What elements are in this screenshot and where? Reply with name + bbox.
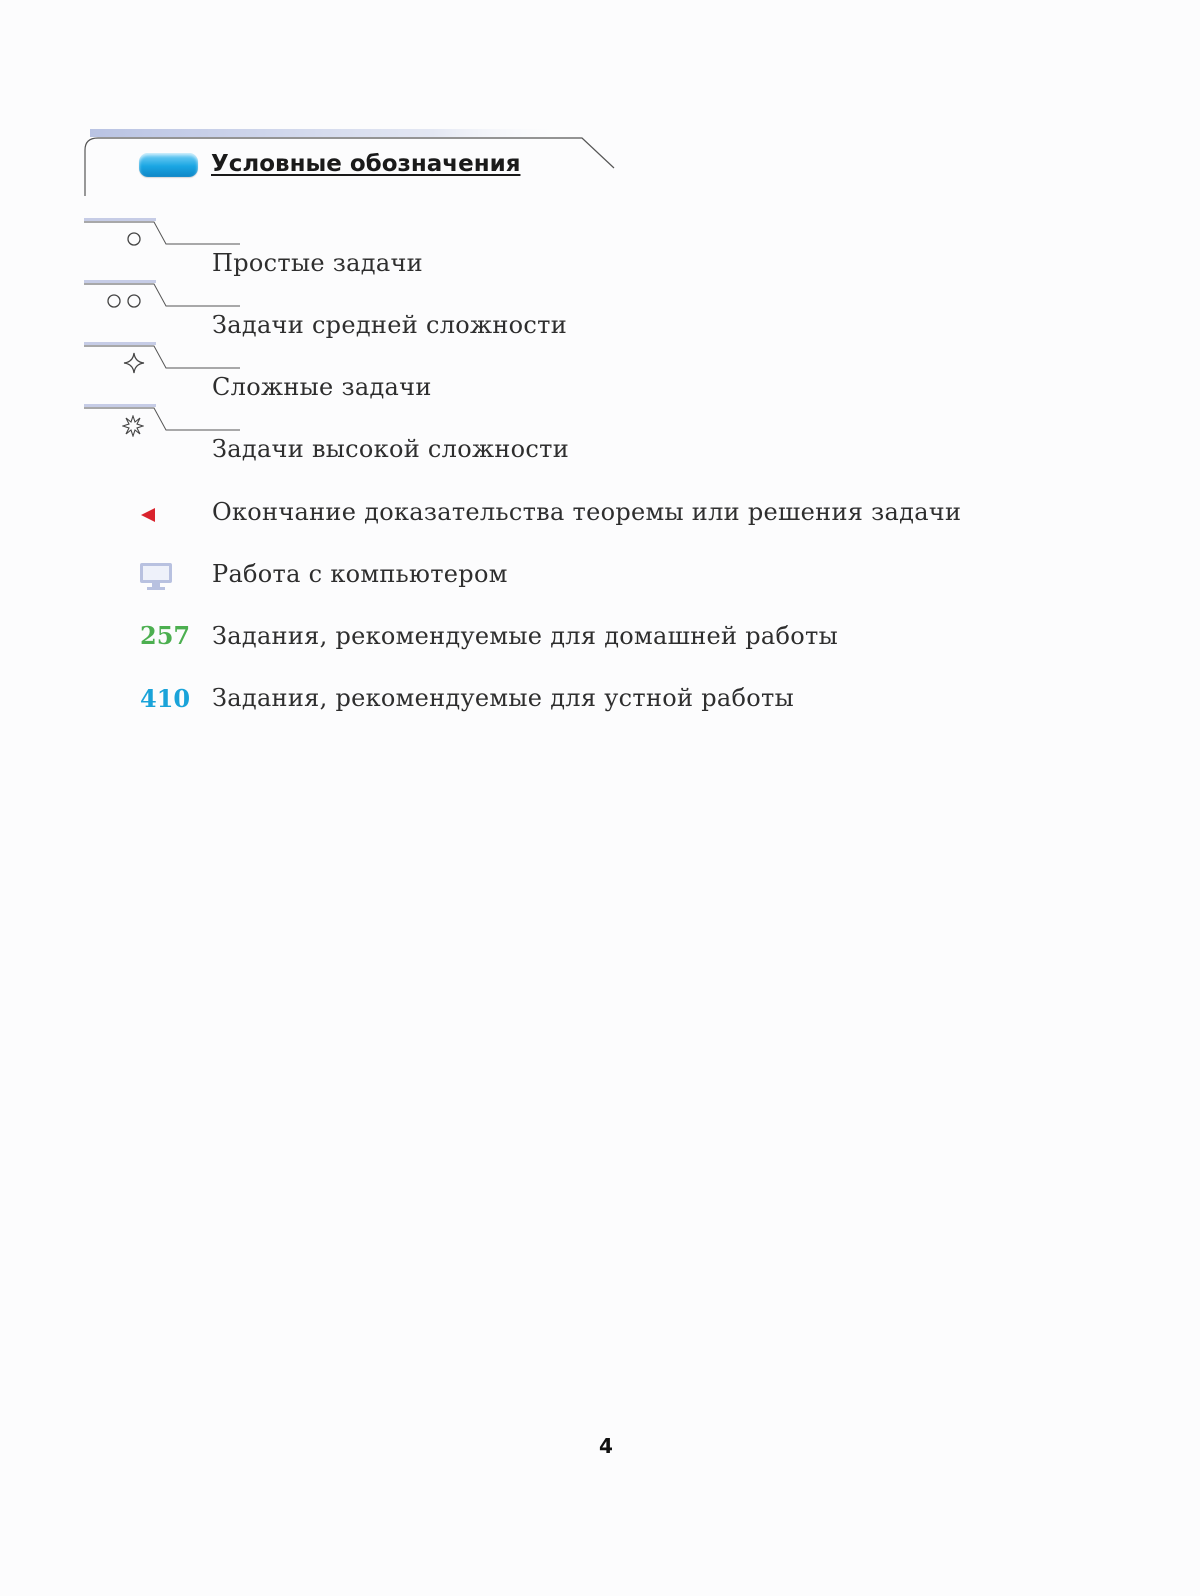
red-triangle-icon: [140, 507, 156, 523]
legend-oral: Задания, рекомендуемые для устной работы: [212, 684, 794, 712]
legend-very-hard: Задачи высокой сложности: [212, 435, 569, 463]
circle-icon: [126, 231, 142, 247]
page-title: Условные обозначения: [211, 151, 521, 177]
legend-computer: Работа с компьютером: [212, 560, 508, 588]
monitor-icon: [139, 562, 173, 590]
legend-hard: Сложные задачи: [212, 373, 432, 401]
header-pill-icon: [139, 153, 198, 177]
legend-end-of-proof: Окончание доказательства теоремы или решения задачи: [212, 498, 962, 526]
homework-number: 257: [140, 621, 191, 650]
page-number: 4: [599, 1434, 613, 1458]
burst-star-icon: [122, 415, 144, 437]
four-point-star-icon: [123, 352, 145, 374]
tab-simple: [84, 218, 244, 250]
legend-medium: Задачи средней сложности: [212, 311, 568, 339]
legend-simple: Простые задачи: [212, 249, 423, 277]
tab-hard: [84, 342, 244, 374]
tab-very-hard: [84, 404, 244, 436]
double-circle-icon: [106, 293, 144, 309]
oral-number: 410: [140, 684, 191, 713]
legend-homework: Задания, рекомендуемые для домашней работы: [212, 622, 839, 650]
